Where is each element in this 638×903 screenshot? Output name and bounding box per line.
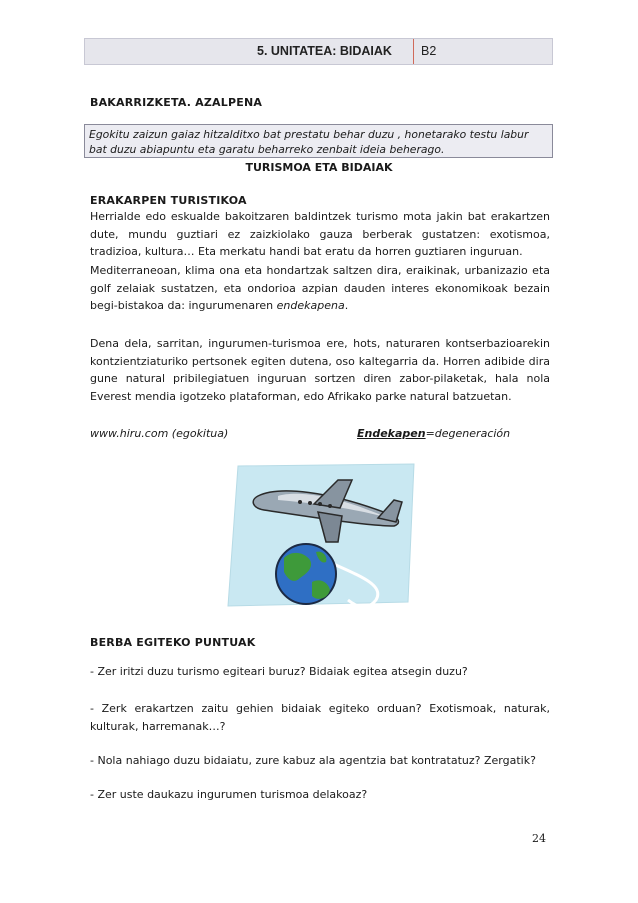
paragraph-3: Dena dela, sarritan, ingurumen-turismoa ere, hots, naturaren kontserbazioarekin kontzientziaturiko pertsonek egiten dutena, oso kaltegarria da. Horren adibide dira gune natural pribilegiatuen inguruan sortzen diren zabor-pilaketak, hala nola Everest mendia igotzeko plataforman, edo Afrikako parke natural batzuetan. — [90, 337, 550, 403]
section-title-talking-points: BERBA EGITEKO PUNTUAK — [90, 636, 256, 649]
paragraph-1: Herrialde edo eskualde bakoitzaren baldintzek turismo mota jakin bat erakartzen dute, mundu guztiari ez zaizkiolako gauza berberak gustatzen: exotismoa, tradizioa, kultura… Eta merkatu handi bat eratu da horren guztiaren inguruan. — [90, 210, 550, 258]
unit-title: 5. UNITATEA: BIDAIAK — [257, 44, 392, 58]
task-instructions: Egokitu zaizun gaiaz hitzalditxo bat prestatu behar duzu , honetarako testu labur bat duzu abiapuntu eta garatu beharreko zenbait ideia beherago. — [84, 124, 553, 158]
question-1: - Zer iritzi duzu turismo egiteari buruz? Bidaiak egitea atsegin duzu? — [90, 665, 468, 678]
header-divider — [413, 39, 414, 64]
glossary-term: Endekapen — [357, 427, 426, 440]
section-title-attraction: ERAKARPEN TURISTIKOA — [90, 194, 247, 207]
paragraph-2-text: Mediterraneoan, klima ona eta hondartzak saltzen dira, eraikinak, urbanizazio eta golf zelaiak sustatzen, eta ondorioa azpian dauden interes ekonomikoak bezain begi-bistakoa da: ingurumenaren — [90, 264, 550, 312]
section-title-monologue: BAKARRIZKETA. AZALPENA — [90, 96, 263, 109]
glossary-note — [357, 427, 510, 440]
page-header — [84, 38, 553, 65]
question-3: - Nola nahiago duzu bidaiatu, zure kabuz ala agentzia bat kontratatuz? Zergatik? — [90, 754, 536, 767]
paragraph-2-emphasis: endekapena — [276, 299, 345, 312]
question-2: - Zerk erakartzen zaitu gehien bidaiak egiteko orduan? Exotismoak, naturak, kulturak, harremanak…? — [90, 702, 550, 733]
question-4: - Zer uste daukazu ingurumen turismoa delakoaz? — [90, 788, 368, 801]
source-citation: www.hiru.com (egokitua) — [90, 427, 229, 440]
paragraph-2 — [90, 262, 550, 315]
paragraph-2-end: . — [344, 299, 349, 312]
article-title: TURISMOA ETA BIDAIAK — [245, 161, 393, 174]
glossary-definition: =degeneración — [425, 427, 511, 440]
level-label: B2 — [421, 44, 437, 58]
page-number: 24 — [532, 832, 546, 845]
globe-icon — [276, 544, 336, 604]
travel-illustration — [218, 460, 428, 610]
